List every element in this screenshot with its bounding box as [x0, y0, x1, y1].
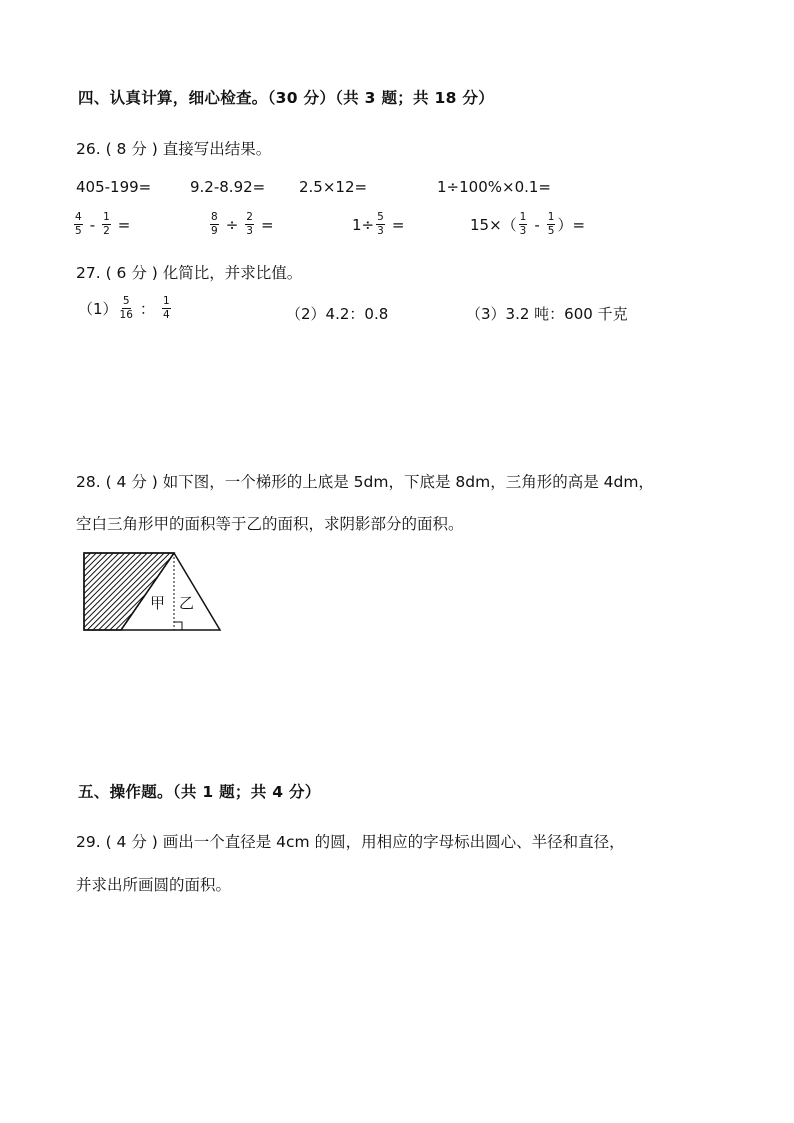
fraction	[547, 212, 556, 237]
numerator: 8	[210, 212, 219, 225]
question-28-line-1: 28. ( 4 分 ) 如下图，一个梯形的上底是 5dm，下底是 8dm，三角形的高是 4dm，	[76, 473, 654, 491]
numerator: 1	[162, 296, 171, 309]
fraction	[162, 296, 171, 321]
question-29-line-1: 29. ( 4 分 ) 画出一个直径是 4cm 的圆，用相应的字母标出圆心、半径和直径，	[76, 833, 625, 851]
fraction	[74, 212, 83, 237]
fraction	[210, 212, 219, 237]
fraction	[120, 296, 133, 321]
colon: ：	[139, 300, 155, 319]
q26-expr-2: 9.2-8.92=	[190, 178, 266, 196]
denominator: 3	[377, 225, 384, 238]
numerator: 5	[122, 296, 131, 309]
denominator: 2	[103, 225, 110, 238]
denominator: 9	[211, 225, 218, 238]
right-angle-mark	[174, 622, 182, 630]
q26-expr-5	[72, 212, 135, 237]
section-4-heading: 四、认真计算，细心检查。（30 分）（共 3 题；共 18 分）	[78, 89, 495, 107]
denominator: 5	[547, 225, 555, 238]
denominator: 3	[519, 225, 527, 238]
q26-expr-7	[352, 212, 409, 237]
operator: -	[534, 215, 540, 234]
numerator: 1	[102, 212, 111, 225]
expr-prefix: 1÷	[352, 215, 375, 234]
numerator: 1	[547, 212, 556, 225]
label-jia: 甲	[150, 594, 166, 612]
fraction	[102, 212, 111, 237]
equals: =	[117, 215, 131, 234]
operator: -	[89, 215, 96, 234]
q27-part-1	[78, 296, 173, 321]
denominator: 5	[75, 225, 82, 238]
trapezoid-figure	[78, 548, 228, 638]
expr-prefix: 15×（	[470, 216, 517, 235]
part-label: （1）	[78, 300, 118, 319]
numerator: 4	[74, 212, 83, 225]
q26-expr-8	[470, 212, 585, 237]
fraction	[245, 212, 254, 237]
equals: =	[391, 215, 405, 234]
numerator: 1	[519, 212, 528, 225]
denominator: 4	[162, 309, 170, 322]
q26-expr-6	[208, 212, 279, 237]
operator: ÷	[225, 215, 239, 234]
expr-suffix: ）=	[557, 216, 586, 235]
question-27-title: 27. ( 6 分 ) 化简比，并求比值。	[76, 264, 303, 282]
denominator: 16	[119, 309, 133, 322]
question-28-line-2: 空白三角形甲的面积等于乙的面积，求阴影部分的面积。	[76, 515, 464, 533]
q27-part-2: （2）4.2：0.8	[286, 305, 389, 323]
numerator: 5	[376, 212, 385, 225]
q27-part-3: （3）3.2 吨：600 千克	[466, 305, 628, 323]
question-29-line-2: 并求出所画圆的面积。	[76, 876, 232, 894]
q26-expr-3: 2.5×12=	[299, 178, 368, 196]
fraction	[519, 212, 528, 237]
question-26-title: 26. ( 8 分 ) 直接写出结果。	[76, 140, 272, 158]
denominator: 3	[246, 225, 253, 238]
label-yi: 乙	[179, 594, 195, 612]
numerator: 2	[245, 212, 254, 225]
q26-expr-1: 405-199=	[76, 178, 152, 196]
fraction	[376, 212, 385, 237]
equals: =	[260, 215, 274, 234]
q26-expr-4: 1÷100%×0.1=	[437, 178, 551, 196]
section-5-heading: 五、操作题。（共 1 题；共 4 分）	[78, 783, 321, 801]
